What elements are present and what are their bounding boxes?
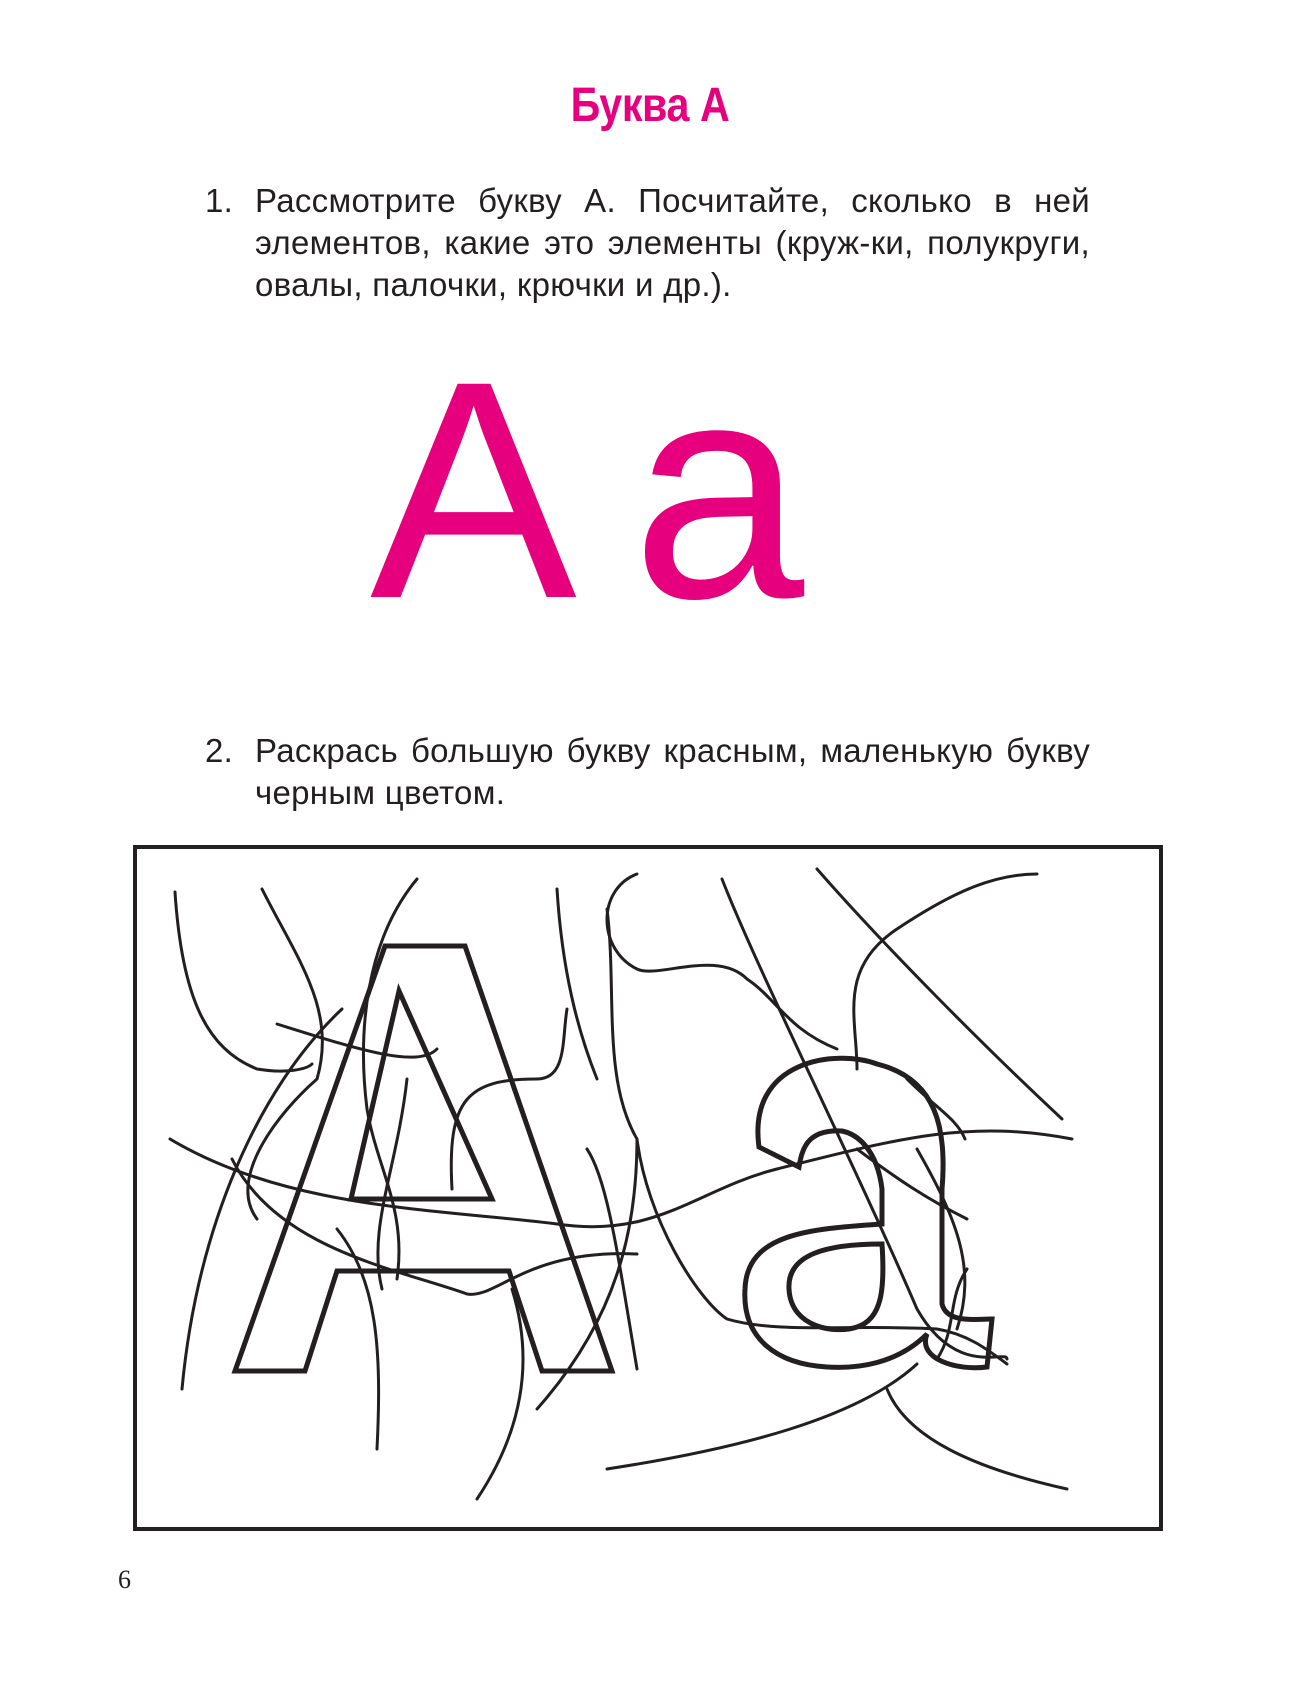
outline-lowercase-a-bowl [789,1244,883,1330]
page-number: 6 [118,1565,131,1594]
letter-display [370,316,805,663]
outline-uppercase-a [235,946,612,1371]
task-1-text: Рассмотрите букву А. Посчитайте, сколько в ней элементов, какие это элементы (круж-ки, полукруги, овалы, палочки, крючки и др.). [255,182,1090,303]
task-2-text: Раскрась большую букву красным, маленькую букву черным цветом. [255,732,1090,811]
lowercase-letter: а [631,316,805,663]
task-1-number: 1. [205,182,234,219]
task-1 [205,180,1090,310]
task-2 [205,730,1090,820]
task-2-number: 2. [205,732,234,769]
coloring-frame[interactable] [133,845,1163,1531]
uppercase-letter: А [370,316,577,663]
page-title: Буква А [570,79,730,132]
coloring-picture[interactable] [137,849,1159,1527]
